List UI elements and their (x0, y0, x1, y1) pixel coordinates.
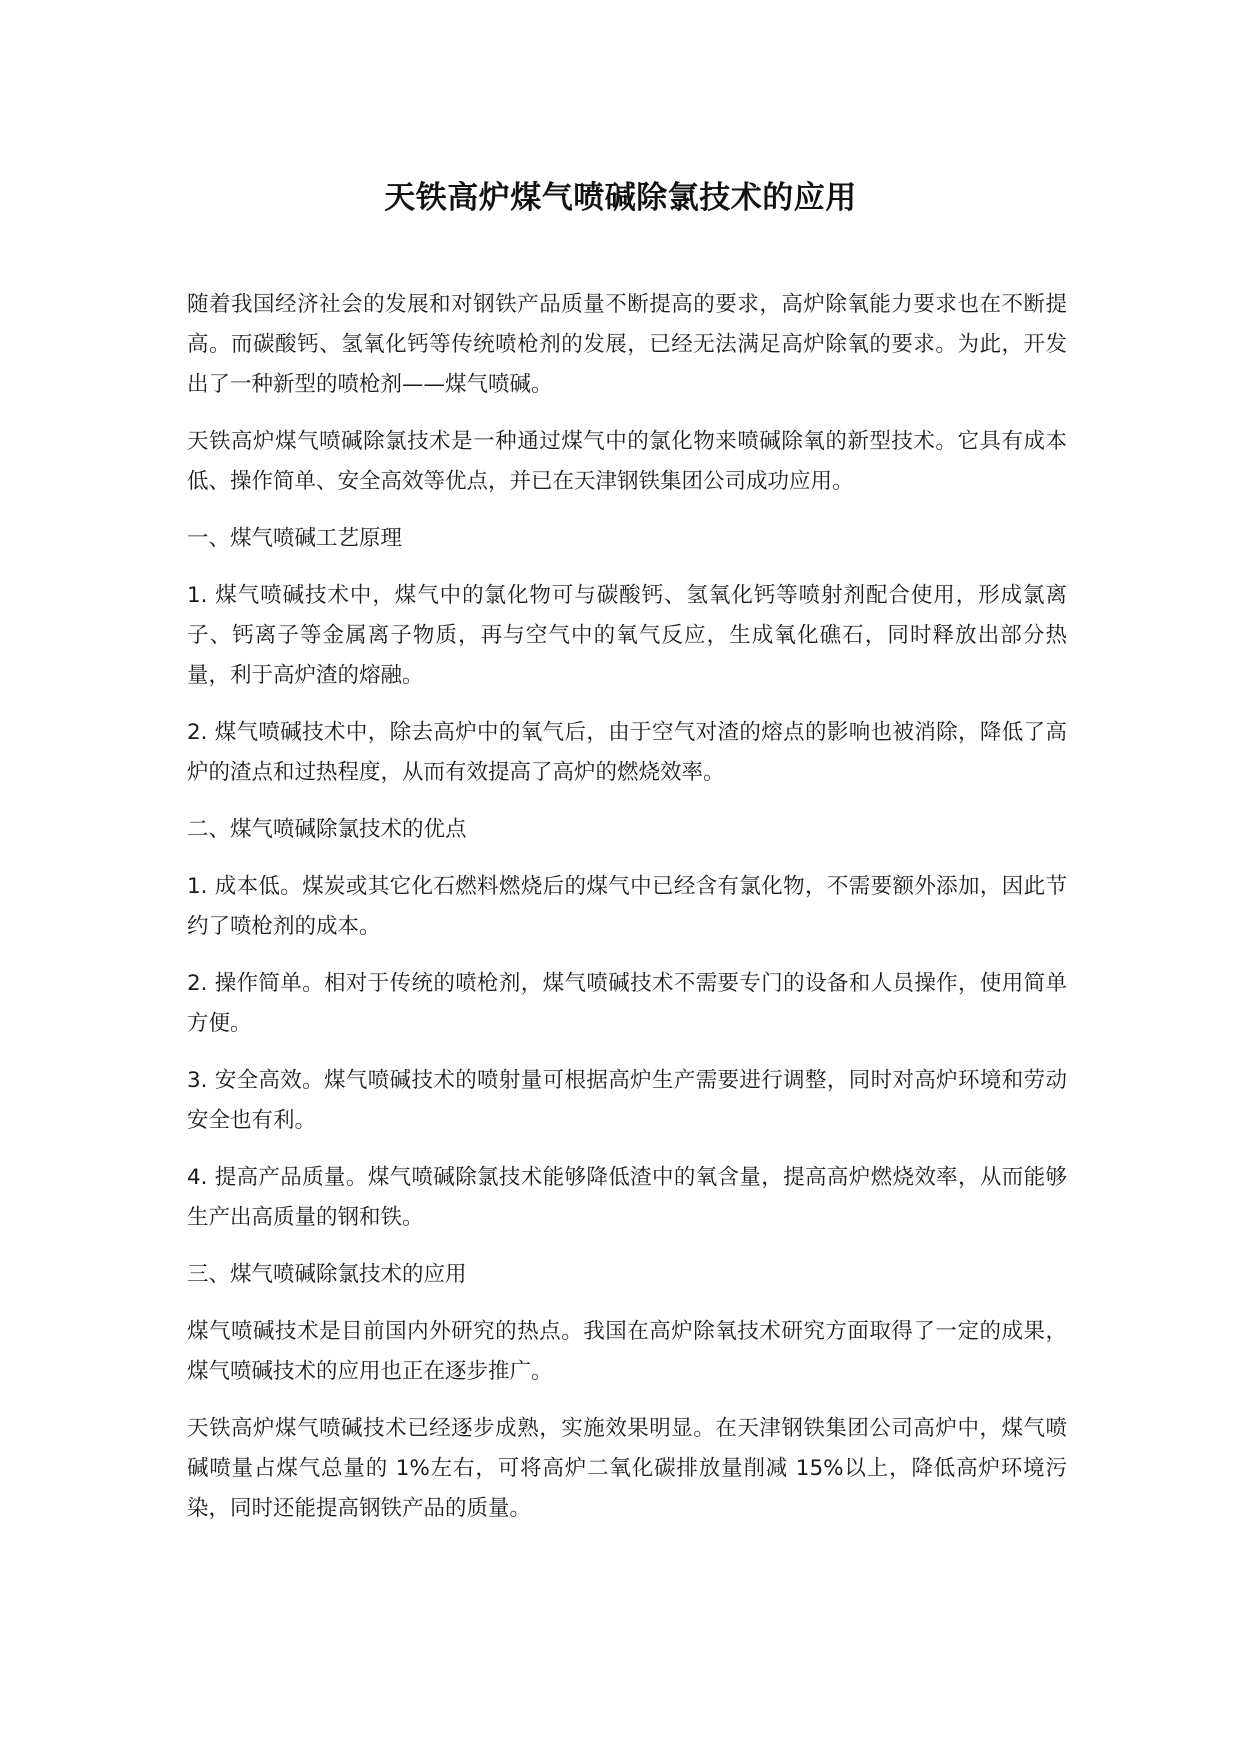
paragraph-application-2: 天铁高炉煤气喷碱技术已经逐步成熟，实施效果明显。在天津钢铁集团公司高炉中，煤气喷碱喷量占煤气总量的 1%左右，可将高炉二氧化碳排放量削减 15%以上，降低高炉环境污染，同时还能提高钢铁产品的质量。 (187, 1416, 1067, 1521)
paragraph-advantage-1: 1. 成本低。煤炭或其它化石燃料燃烧后的煤气中已经含有氯化物，不需要额外添加，因此节约了喷枪剂的成本。 (187, 874, 1067, 939)
paragraph-advantage-4: 4. 提高产品质量。煤气喷碱除氯技术能够降低渣中的氧含量，提高高炉燃烧效率，从而能够生产出高质量的钢和铁。 (187, 1165, 1067, 1230)
section-heading-3: 三、煤气喷碱除氯技术的应用 (187, 1262, 467, 1287)
section-heading-1: 一、煤气喷碱工艺原理 (187, 526, 403, 551)
paragraph-advantage-3: 3. 安全高效。煤气喷碱技术的喷射量可根据高炉生产需要进行调整，同时对高炉环境和劳动安全也有利。 (187, 1068, 1067, 1133)
document-title: 天铁高炉煤气喷碱除氯技术的应用 (384, 180, 857, 216)
paragraph-application-1: 煤气喷碱技术是目前国内外研究的热点。我国在高炉除氧技术研究方面取得了一定的成果，煤气喷碱技术的应用也正在逐步推广。 (187, 1319, 1067, 1384)
paragraph-principle-2: 2. 煤气喷碱技术中，除去高炉中的氧气后，由于空气对渣的熔点的影响也被消除，降低了高炉的渣点和过热程度，从而有效提高了高炉的燃烧效率。 (187, 720, 1067, 785)
section-heading-2: 二、煤气喷碱除氯技术的优点 (187, 817, 467, 842)
document-body (187, 285, 1067, 1546)
paragraph-intro-1: 随着我国经济社会的发展和对钢铁产品质量不断提高的要求，高炉除氧能力要求也在不断提高。而碳酸钙、氢氧化钙等传统喷枪剂的发展，已经无法满足高炉除氧的要求。为此，开发出了一种新型的喷枪剂——煤气喷碱。 (187, 292, 1067, 397)
paragraph-principle-1: 1. 煤气喷碱技术中，煤气中的氯化物可与碳酸钙、氢氧化钙等喷射剂配合使用，形成氯离子、钙离子等金属离子物质，再与空气中的氧气反应，生成氧化礁石，同时释放出部分热量，利于高炉渣的熔融。 (187, 583, 1067, 688)
paragraph-advantage-2: 2. 操作简单。相对于传统的喷枪剂，煤气喷碱技术不需要专门的设备和人员操作，使用简单方便。 (187, 971, 1067, 1036)
paragraph-intro-2: 天铁高炉煤气喷碱除氯技术是一种通过煤气中的氯化物来喷碱除氧的新型技术。它具有成本低、操作简单、安全高效等优点，并已在天津钢铁集团公司成功应用。 (187, 429, 1067, 494)
